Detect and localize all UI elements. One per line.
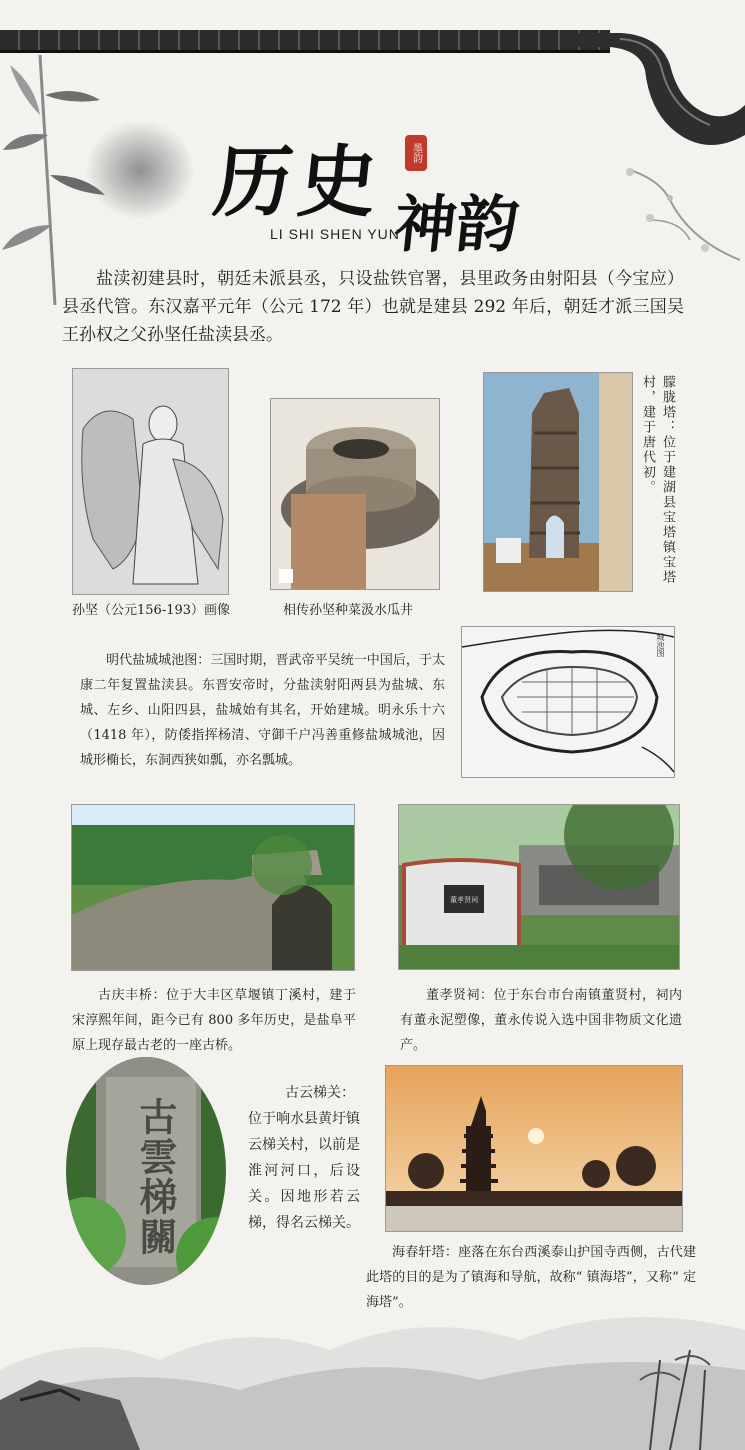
pass-text: 位于响水县黄圩镇云梯关村，以前是淮河河口，后设关。因地形若云梯，得名云梯关。 — [248, 1111, 360, 1231]
melon-well-photo — [270, 398, 440, 590]
ming-city-map — [461, 626, 675, 778]
yunti-stone-text: 古雲梯關 — [133, 1097, 178, 1257]
sunjian-portrait — [72, 368, 229, 595]
roof-band — [0, 30, 610, 53]
sunjian-caption: 孙坚（公元156-193）画像 — [72, 603, 231, 618]
yunti-pass-photo — [66, 1057, 226, 1285]
menglong-pagoda-caption: 朦胧塔：位于建湖县宝塔镇宝塔村，建于唐代初。 — [640, 375, 675, 585]
title-pinyin: LI SHI SHEN YUN — [270, 226, 400, 242]
well-caption: 相传孙坚种菜汲水瓜井 — [283, 603, 414, 618]
shrine-plaque-text: 董孝贤祠 — [450, 896, 478, 904]
red-seal: 墨韵 — [405, 135, 427, 171]
haichun-pagoda-photo — [385, 1065, 683, 1232]
ink-landscape-decoration — [0, 1280, 745, 1450]
city-map-text: 明代盐城城池图：三国时期，晋武帝平吴统一中国后，于太康二年复置盐渎县。东晋安帝时，分盐渎射阳两县为盐城、东城、左乡、山阳四县，盐城始有其名，开始建城。明永乐十六（1418 年），防倭指挥杨清、守御千户冯善重修盐城城池，因城形椭长，东洞西狭如瓢，亦名瓢城。 — [80, 653, 445, 768]
map-label: 城池图 — [656, 633, 665, 657]
bridge-text: 古庆丰桥：位于大丰区草堰镇丁溪村，建于宋淳熙年间，距今已有 800 多年历史，是盐阜平原上现存最古老的一座古桥。 — [72, 988, 356, 1053]
intro-paragraph: 盐渎初建县时，朝廷未派县丞，只设盐铁官署，县里政务由射阳县（今宝应）县丞代管。东汉嘉平元年（公元 172 年）也就是建县 292 年后，朝廷才派三国吴王孙权之父孙坚任盐渎县丞。 — [62, 269, 684, 345]
qingfeng-bridge-photo — [71, 804, 355, 971]
ink-wash-blot — [85, 120, 195, 220]
title-sub: 神韵 — [390, 188, 523, 261]
title-main: 历史 — [209, 137, 388, 228]
pagoda-text: 海春轩塔：座落在东台西溪泰山护国寺西侧，古代建此塔的目的是为了镇海和导航，故称“ 镇海塔”，又称“ 定海塔”。 — [366, 1245, 696, 1310]
shrine-text: 董孝贤祠：位于东台市台南镇董贤村，祠内有董永泥塑像，董永传说入选中国非物质文化遗产。 — [400, 988, 682, 1053]
menglong-pagoda-photo — [483, 372, 633, 592]
dong-shrine-photo — [398, 804, 680, 970]
pass-title: 古云梯关： — [285, 1085, 355, 1101]
plum-blossom-decoration — [590, 160, 740, 280]
